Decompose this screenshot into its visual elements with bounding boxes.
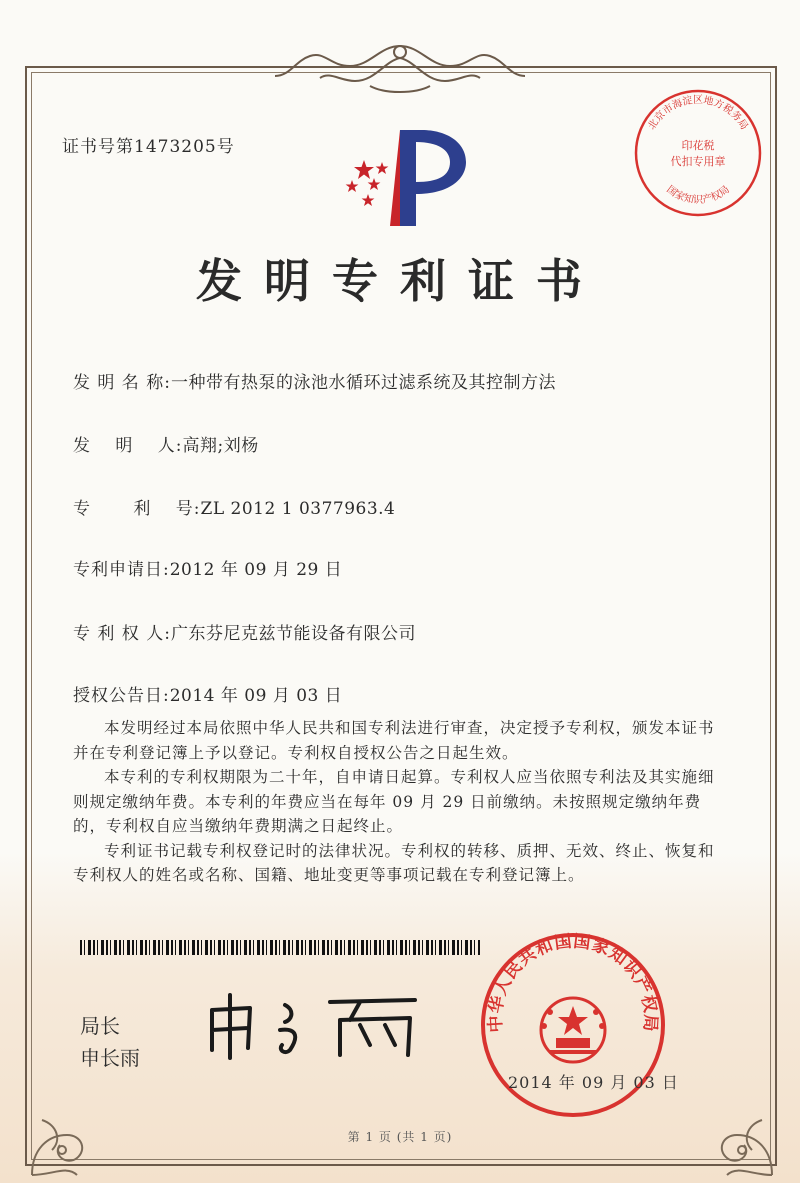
paragraph-grant: 本发明经过本局依照中华人民共和国专利法进行审查，决定授予专利权，颁发本证书并在专利登记簿上予以登记。专利权自授权公告之日起生效。	[73, 719, 715, 762]
field-value: 一种带有热泵的泳池水循环过滤系统及其控制方法	[170, 373, 556, 393]
seal-date: 2014 年 09 月 03 日	[508, 1073, 679, 1092]
director-name: 申长雨	[80, 1046, 140, 1070]
field-value: ZL 2012 1 0377963.4	[200, 499, 396, 519]
tax-stamp-outer-text: 北京市海淀区地方税务局	[646, 95, 750, 132]
field-value: 广东芬尼克兹节能设备有限公司	[170, 624, 416, 644]
field-grant-date	[73, 681, 342, 706]
field-patent-number	[73, 494, 395, 519]
field-label: 发 明 人:	[73, 436, 183, 456]
svg-text:国家知识产权局	[664, 183, 731, 206]
field-invention-name	[73, 368, 556, 393]
field-patentee	[73, 619, 416, 644]
tax-stamp	[630, 85, 766, 221]
field-value: 2012 年 09 月 29 日	[169, 560, 343, 580]
paragraph-term: 本专利的专利权期限为二十年，自申请日起算。专利权人应当依照专利法及其实施细则规定缴纳年费。本专利的年费应当在每年 09 月 29 日前缴纳。未按照规定缴纳年费的，专利权自应当缴纳年费期满之日起终止。	[73, 768, 715, 835]
field-inventor	[73, 431, 259, 456]
tax-stamp-bottom-text: 国家知识产权局	[664, 184, 732, 206]
top-ornament	[270, 36, 530, 106]
field-value: 高翔;刘杨	[182, 436, 259, 456]
director-title: 局长	[80, 1014, 120, 1038]
national-emblem-icon	[541, 998, 605, 1062]
field-label: 专 利 权 人:	[73, 624, 171, 644]
certificate-number: 证书号第1473205号	[62, 137, 235, 157]
field-value: 2014 年 09 月 03 日	[169, 686, 343, 706]
certificate-title: 发明专利证书	[196, 254, 604, 308]
barcode	[80, 940, 480, 955]
tax-stamp-line1: 印花税	[681, 139, 715, 152]
director-signature	[200, 990, 430, 1060]
patent-office-logo-icon	[338, 122, 468, 232]
field-label: 专 利 号:	[73, 499, 201, 519]
paragraph-legal-status: 专利证书记载专利权登记时的法律状况。专利权的转移、质押、无效、终止、恢复和专利权人的姓名或名称、国籍、地址变更等事项记载在专利登记簿上。	[73, 841, 715, 884]
field-label: 专利申请日:	[73, 560, 170, 580]
certificate-body	[73, 716, 723, 888]
field-label: 授权公告日:	[73, 686, 170, 706]
field-application-date	[73, 555, 342, 580]
page-number: 第 1 页 (共 1 页)	[347, 1130, 453, 1144]
svg-text:北京市海淀区地方税务局	[646, 93, 751, 132]
seal-text: 中华人民共和国国家知识产权局	[485, 931, 661, 1033]
field-label: 发 明 名 称:	[73, 373, 171, 393]
tax-stamp-line2: 代扣专用章	[670, 155, 726, 168]
